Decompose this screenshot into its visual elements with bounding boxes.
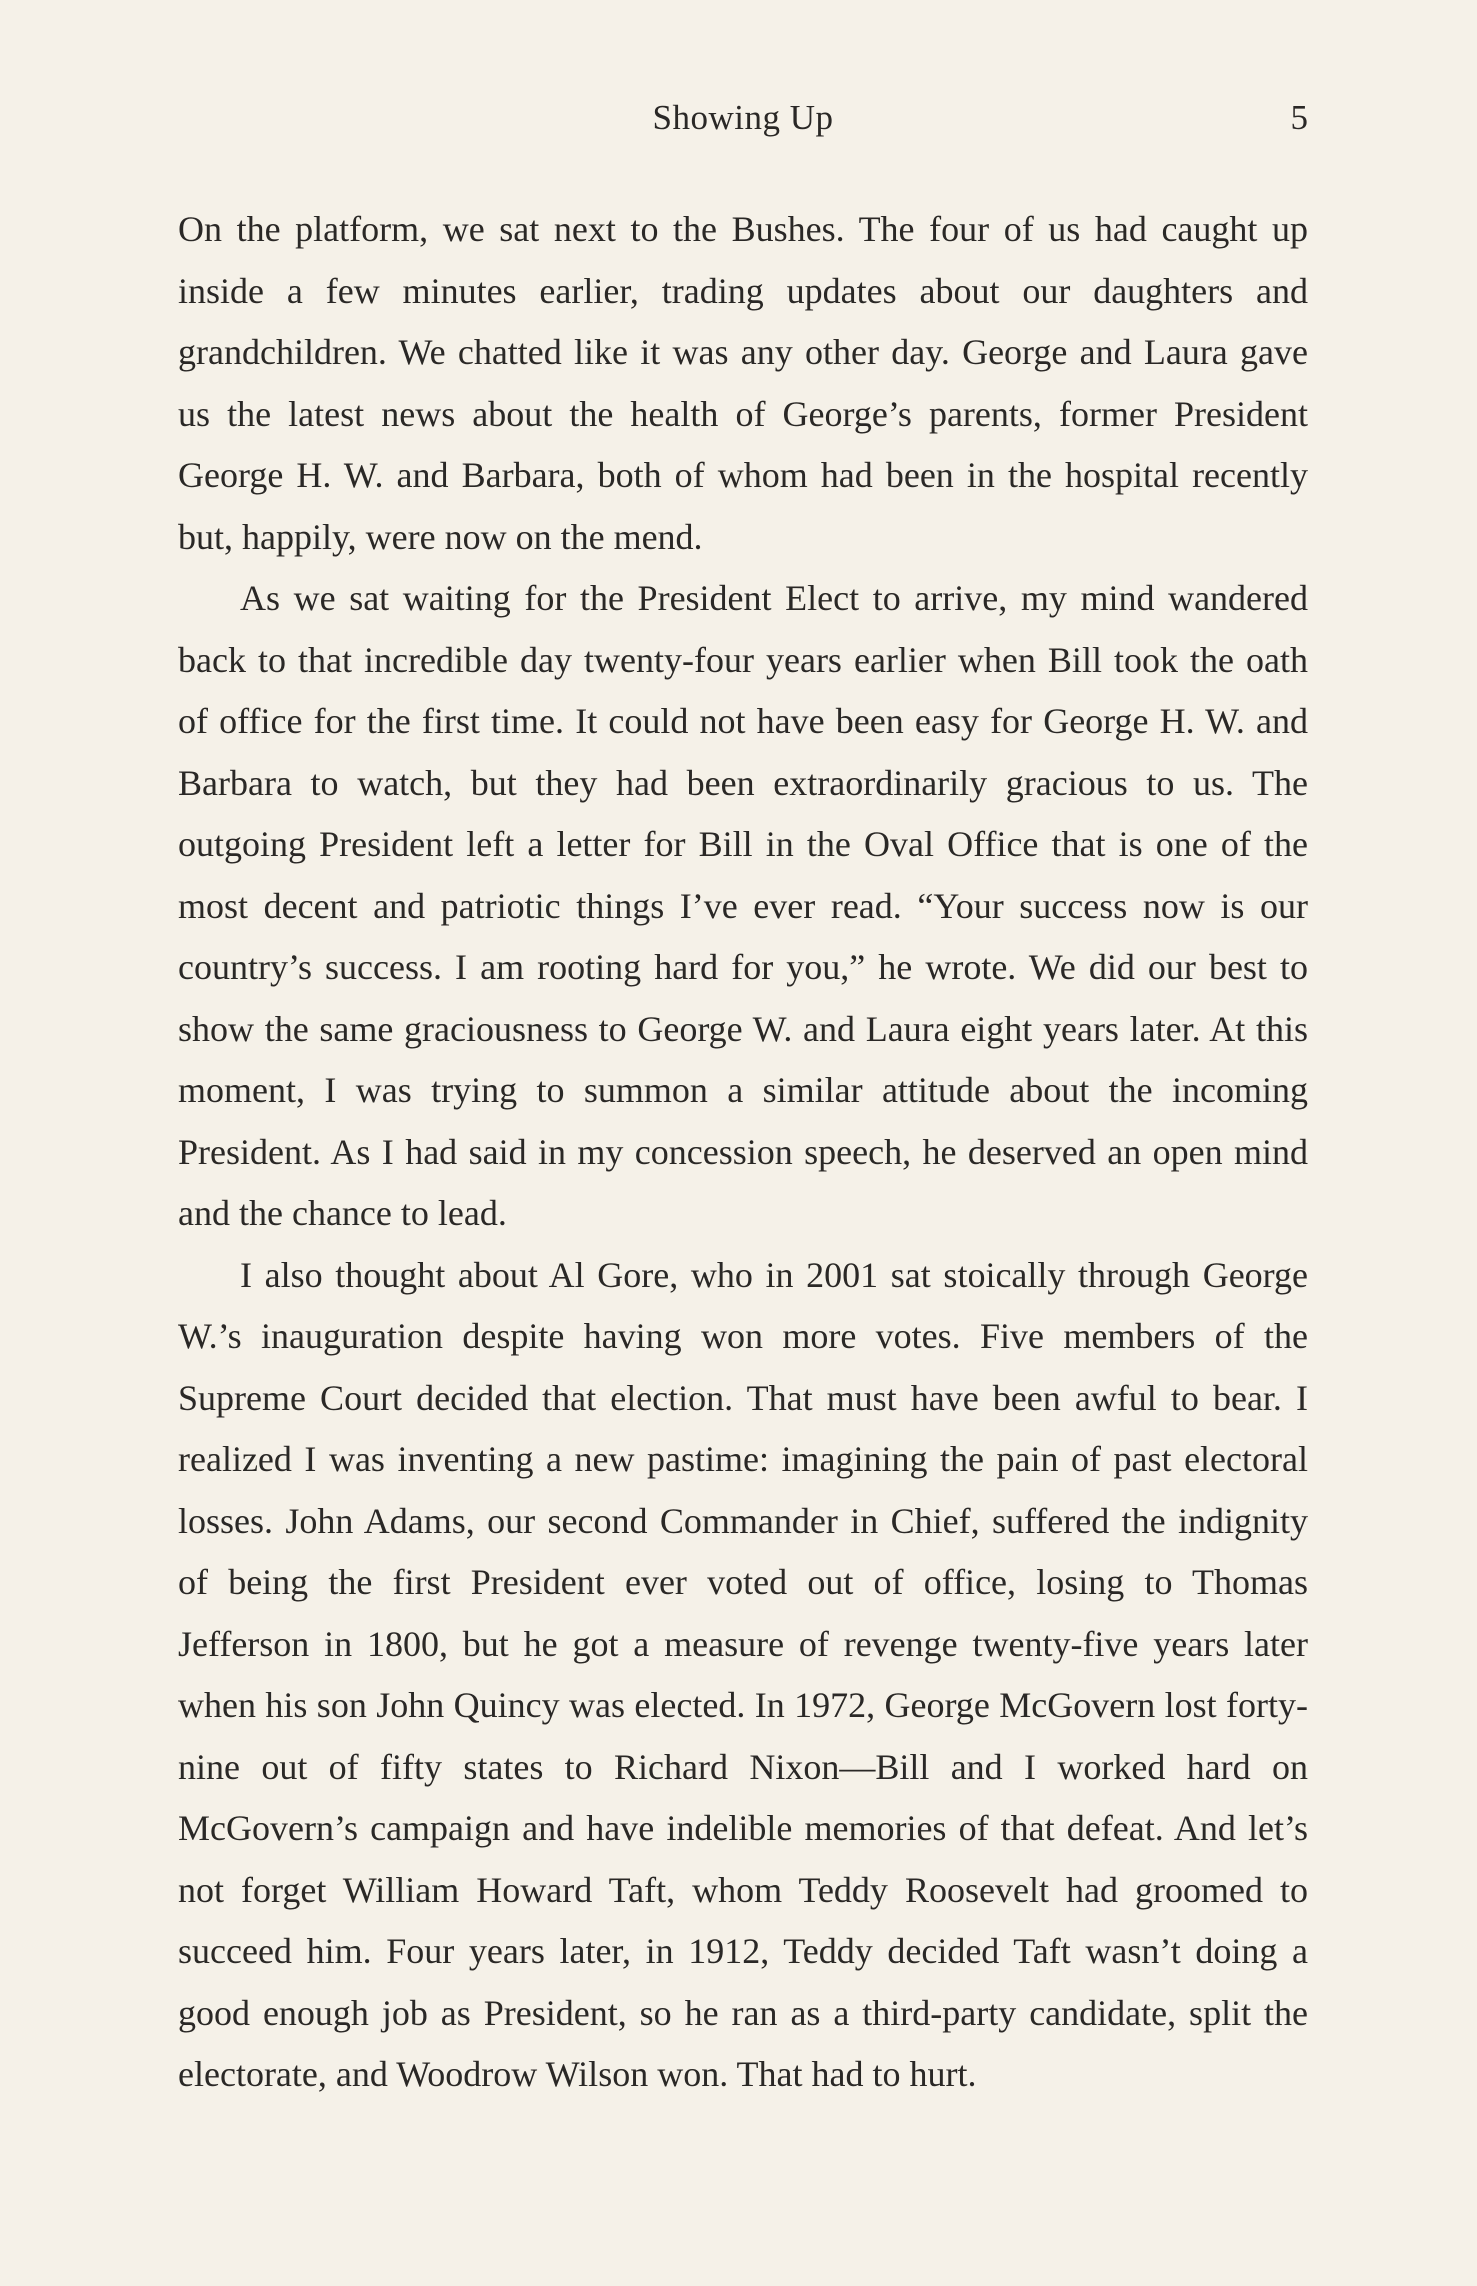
running-head: Showing Up [652,98,834,137]
page-number: 5 [1290,98,1308,137]
paragraph-2: As we sat waiting for the President Elect to arrive, my mind wandered back to that incredible day twenty-four years earlier when Bill took the oath of office for the first time. It could not have been easy for George H. W. and Barbara to watch, but they had been extraordinarily gracious to us. The outgoing President left a letter for Bill in the Oval Office that is one of the most decent and patriotic things I’ve ever read. “Your success now is our country’s success. I am rooting hard for you,” he wrote. We did our best to show the same graciousness to George W. and Laura eight years later. At this moment, I was trying to summon a similar attitude about the incoming President. As I had said in my concession speech, he deserved an open mind and the chance to lead. [178,578,1308,1233]
paragraph-1: On the platform, we sat next to the Bushes. The four of us had caught up inside a few minutes earlier, trading updates about our daughters and grandchildren. We chatted like it was any other day. George and Laura gave us the latest news about the health of George’s parents, former President George H. W. and Barbara, both of whom had been in the hospital recently but, happily, were now on the mend. [178,209,1308,557]
body-text [178,199,1308,2106]
paragraph-3: I also thought about Al Gore, who in 2001 sat stoically through George W.’s inauguration despite having won more votes. Five members of the Supreme Court decided that election. That must have been awful to bear. I realized I was inventing a new pastime: imagining the pain of past electoral losses. John Adams, our second Commander in Chief, suffered the indignity of being the first President ever voted out of office, losing to Thomas Jefferson in 1800, but he got a measure of revenge twenty-five years later when his son John Quincy was elected. In 1972, George McGovern lost forty-nine out of fifty states to Richard Nixon—Bill and I worked hard on McGovern’s campaign and have indelible memories of that defeat. And let’s not forget William Howard Taft, whom Teddy Roosevelt had groomed to succeed him. Four years later, in 1912, Teddy decided Taft wasn’t doing a good enough job as President, so he ran as a third-party candidate, split the electorate, and Woodrow Wilson won. That had to hurt. [178,1254,1308,2094]
page-header [178,98,1308,152]
